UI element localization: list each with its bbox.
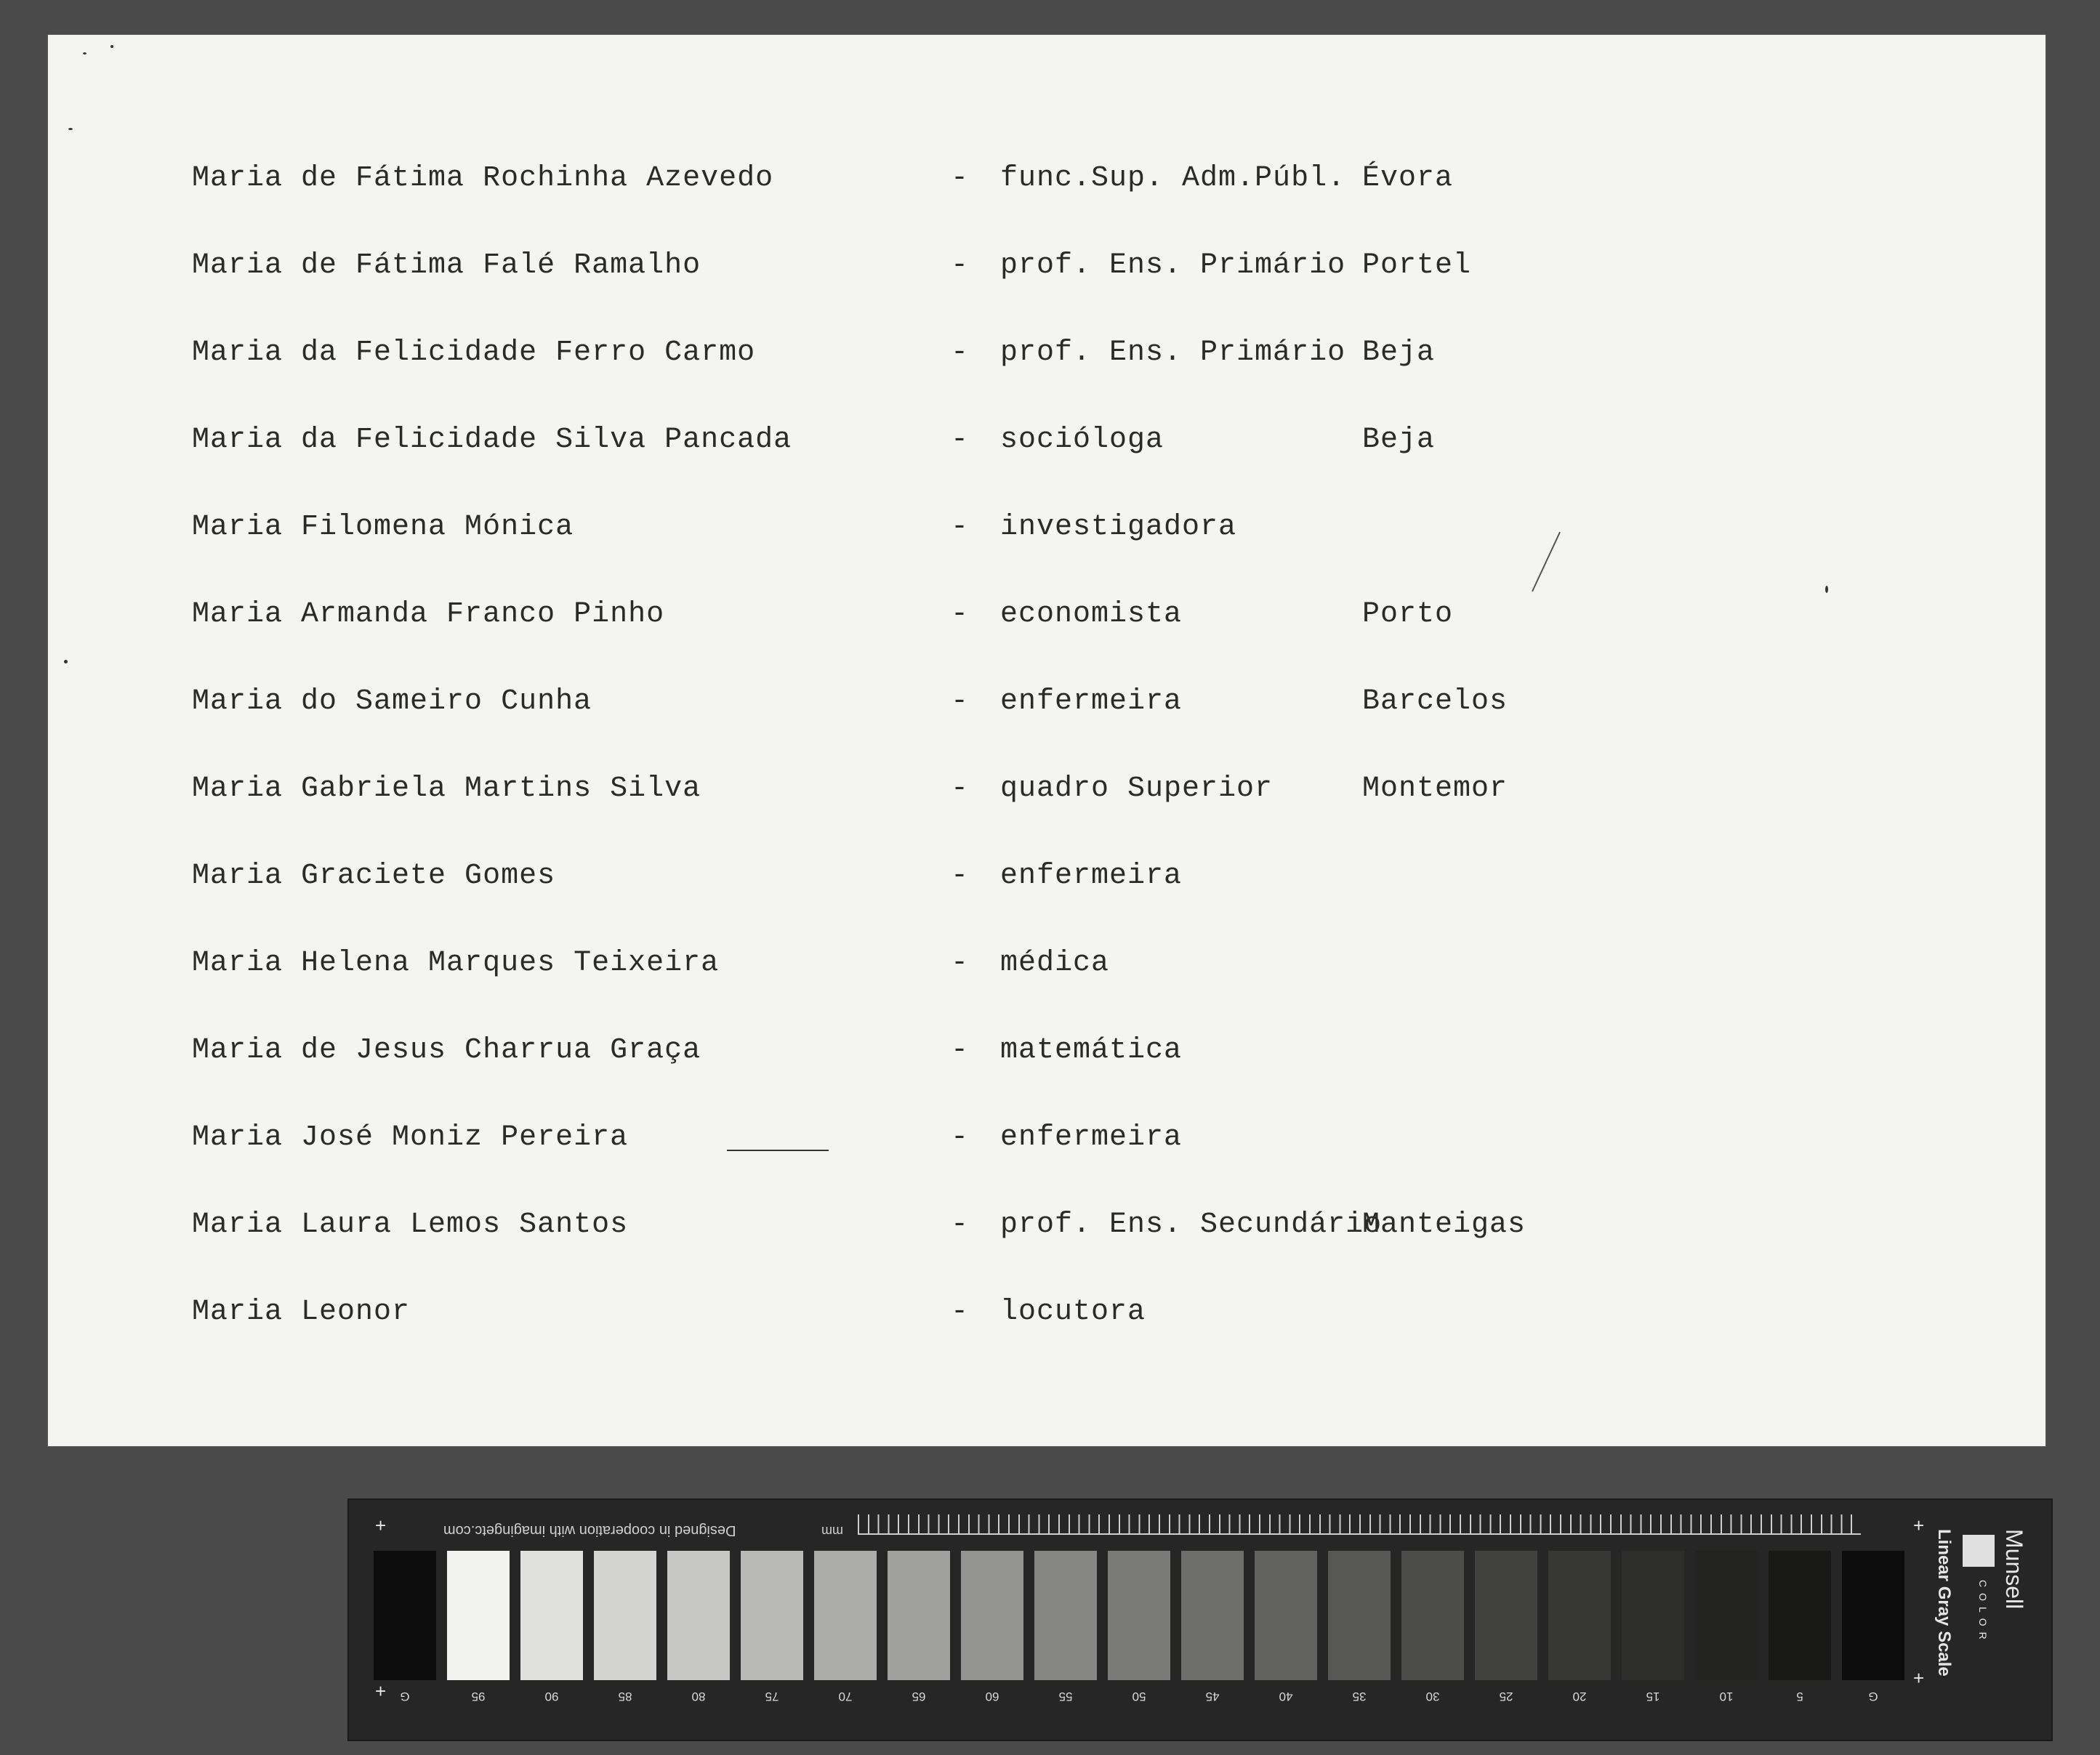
person-name: Maria Armanda Franco Pinho	[192, 598, 665, 631]
list-item	[48, 424, 2045, 482]
list-item	[48, 598, 2045, 656]
gray-patch	[961, 1551, 1023, 1680]
gray-patch-label: 90	[544, 1690, 559, 1703]
gray-patch	[1108, 1551, 1170, 1680]
occupation: economista	[1000, 598, 1183, 631]
gray-patch	[1842, 1551, 1904, 1680]
occupation: investigadora	[1000, 511, 1237, 544]
gray-patch-label: 40	[1279, 1690, 1293, 1703]
location: Portel	[1362, 249, 1472, 282]
brand-sub: COLOR	[1977, 1580, 1989, 1645]
location: Porto	[1362, 598, 1454, 631]
occupation: médica	[1000, 947, 1110, 980]
gray-patch-label: 95	[471, 1690, 486, 1703]
occupation: quadro Superior	[1000, 772, 1274, 805]
gray-patch-label: 45	[1205, 1690, 1220, 1703]
list-item	[48, 685, 2045, 743]
munsell-brand	[1934, 1529, 2043, 1718]
mm-label: mm	[821, 1524, 843, 1538]
registration-plus-icon: +	[1913, 1667, 1925, 1689]
gray-patch	[1328, 1551, 1391, 1680]
gray-patch-label: 65	[912, 1690, 926, 1703]
separator-dash: -	[951, 511, 970, 544]
gray-patch-label: 35	[1352, 1690, 1367, 1703]
gray-patch	[1255, 1551, 1317, 1680]
gray-patch	[374, 1551, 436, 1680]
dust-speck	[83, 52, 87, 55]
occupation: socióloga	[1000, 424, 1164, 456]
occupation: matemática	[1000, 1034, 1183, 1067]
dust-speck	[64, 660, 68, 663]
gray-patch	[1034, 1551, 1097, 1680]
gray-patch-label: 20	[1572, 1690, 1587, 1703]
person-name: Maria Gabriela Martins Silva	[192, 772, 701, 805]
separator-dash: -	[951, 598, 970, 631]
separator-dash: -	[951, 162, 970, 195]
location: Manteigas	[1362, 1209, 1526, 1241]
gray-patch-label: 80	[691, 1690, 706, 1703]
location: Beja	[1362, 336, 1436, 369]
person-name: Maria Graciete Gomes	[192, 860, 556, 892]
mm-ruler	[858, 1514, 1861, 1533]
gray-patch-label: G	[1868, 1690, 1878, 1703]
dust-speck	[110, 45, 113, 48]
gray-patch	[667, 1551, 730, 1680]
list-item	[48, 1209, 2045, 1267]
list-item	[48, 511, 2045, 569]
person-name: Maria do Sameiro Cunha	[192, 685, 592, 718]
registration-plus-icon: +	[375, 1514, 387, 1536]
gray-patch-label: 15	[1646, 1690, 1660, 1703]
person-name: Maria Laura Lemos Santos	[192, 1209, 629, 1241]
gray-patch	[741, 1551, 803, 1680]
list-item	[48, 772, 2045, 831]
gray-patch	[1622, 1551, 1684, 1680]
person-name: Maria de Fátima Falé Ramalho	[192, 249, 701, 282]
occupation: prof. Ens. Secundário	[1000, 1209, 1383, 1241]
location: Beja	[1362, 424, 1436, 456]
gray-patch-label: 5	[1796, 1690, 1803, 1703]
dust-speck	[68, 128, 73, 130]
gray-patch-label: 10	[1719, 1690, 1734, 1703]
separator-dash: -	[951, 249, 970, 282]
separator-dash: -	[951, 1209, 970, 1241]
location: Montemor	[1362, 772, 1508, 805]
list-item	[48, 1296, 2045, 1354]
occupation: locutora	[1000, 1296, 1146, 1328]
separator-dash: -	[951, 336, 970, 369]
gray-patch	[1401, 1551, 1464, 1680]
separator-dash: -	[951, 772, 970, 805]
gray-patch	[1181, 1551, 1244, 1680]
gray-patch	[1475, 1551, 1537, 1680]
gray-patch	[520, 1551, 583, 1680]
gray-patch-label: 75	[765, 1690, 779, 1703]
gray-patch-label: 50	[1132, 1690, 1146, 1703]
separator-dash: -	[951, 1121, 970, 1154]
list-item	[48, 1121, 2045, 1179]
munsell-logo-icon	[1963, 1535, 1995, 1567]
location: Barcelos	[1362, 685, 1508, 718]
gray-patch	[447, 1551, 510, 1680]
gray-patch-label: G	[400, 1690, 410, 1703]
gray-patch	[1695, 1551, 1758, 1680]
person-name: Maria da Felicidade Silva Pancada	[192, 424, 792, 456]
person-name: Maria Helena Marques Teixeira	[192, 947, 720, 980]
list-item	[48, 860, 2045, 918]
occupation: func.Sup. Adm.Públ.	[1000, 162, 1346, 195]
occupation: prof. Ens. Primário	[1000, 249, 1346, 282]
gray-patch-label: 25	[1499, 1690, 1513, 1703]
separator-dash: -	[951, 860, 970, 892]
person-name: Maria Filomena Mónica	[192, 511, 574, 544]
brand-name: Munsell	[2001, 1529, 2027, 1610]
gray-patch-label: 55	[1058, 1690, 1073, 1703]
registration-plus-icon: +	[1913, 1514, 1925, 1536]
separator-dash: -	[951, 1296, 970, 1328]
list-item	[48, 336, 2045, 395]
gray-patch	[594, 1551, 656, 1680]
mm-ruler-baseline	[858, 1533, 1861, 1535]
gray-scale-title: Linear Gray Scale	[1934, 1529, 1954, 1677]
separator-dash: -	[951, 1034, 970, 1067]
gray-patch	[814, 1551, 877, 1680]
card-credit: Designed in cooperation with imagingetc.com	[443, 1522, 736, 1538]
gray-patch-label: 70	[838, 1690, 853, 1703]
dust-speck	[1825, 586, 1828, 593]
person-name: Maria de Jesus Charrua Graça	[192, 1034, 701, 1067]
gray-patch	[888, 1551, 950, 1680]
list-item	[48, 162, 2045, 220]
stray-pen-mark	[727, 1150, 829, 1151]
person-name: Maria Leonor	[192, 1296, 411, 1328]
person-name: Maria da Felicidade Ferro Carmo	[192, 336, 756, 369]
occupation: enfermeira	[1000, 860, 1183, 892]
location: Évora	[1362, 162, 1454, 195]
gray-scale-card	[347, 1498, 2053, 1741]
occupation: enfermeira	[1000, 685, 1183, 718]
separator-dash: -	[951, 947, 970, 980]
separator-dash: -	[951, 424, 970, 456]
occupation: prof. Ens. Primário	[1000, 336, 1346, 369]
gray-patch-label: 85	[618, 1690, 632, 1703]
list-item	[48, 1034, 2045, 1092]
document-page	[48, 35, 2045, 1446]
person-name: Maria José Moniz Pereira	[192, 1121, 629, 1154]
person-name: Maria de Fátima Rochinha Azevedo	[192, 162, 774, 195]
list-item	[48, 947, 2045, 1005]
separator-dash: -	[951, 685, 970, 718]
gray-patch	[1769, 1551, 1831, 1680]
gray-patch-label: 60	[985, 1690, 999, 1703]
registration-plus-icon: +	[375, 1680, 387, 1702]
occupation: enfermeira	[1000, 1121, 1183, 1154]
gray-patch-label: 30	[1425, 1690, 1440, 1703]
gray-patch	[1548, 1551, 1611, 1680]
list-item	[48, 249, 2045, 307]
